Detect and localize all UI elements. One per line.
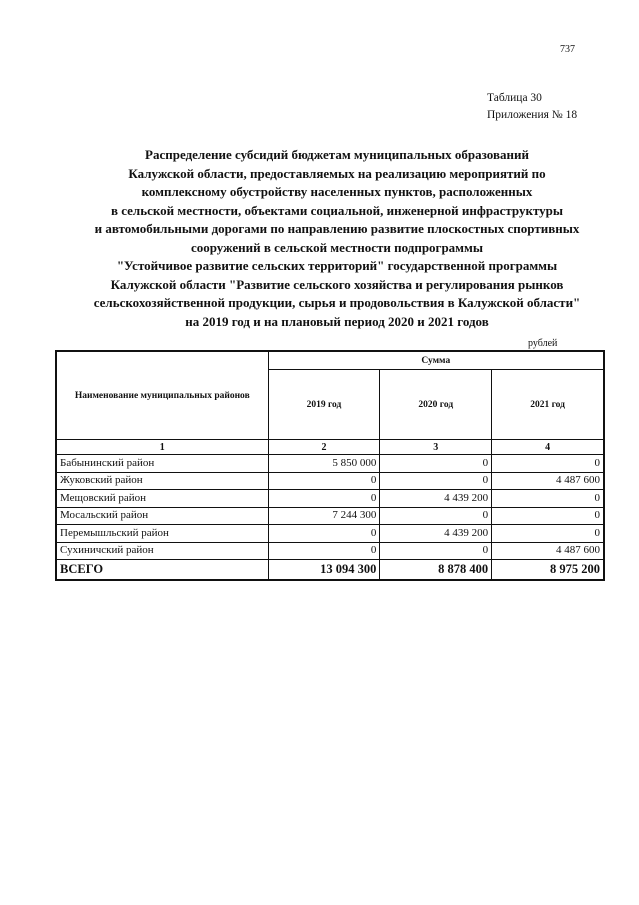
page-number: 737 (560, 44, 575, 55)
amount-2019: 0 (268, 542, 380, 560)
district-name: Сухиничский район (57, 542, 269, 560)
title-line: Распределение субсидий бюджетам муниципальных образований (145, 147, 529, 162)
currency-unit: рублей (528, 338, 558, 349)
amount-2019: 7 244 300 (268, 507, 380, 525)
district-name: Мосальский район (57, 507, 269, 525)
amount-2021: 0 (492, 507, 604, 525)
table-row (57, 490, 604, 508)
title-line: сельскохозяйственной продукции, сырья и продовольствия в Калужской области" (93, 295, 581, 310)
total-2019: 13 094 300 (268, 560, 380, 580)
amount-2020: 4 439 200 (380, 525, 492, 543)
amount-2020: 0 (380, 542, 492, 560)
amount-2019: 0 (268, 472, 380, 490)
column-number: 3 (380, 440, 492, 455)
column-number: 1 (57, 440, 269, 455)
district-name: Жуковский район (57, 472, 269, 490)
year-2021-header: 2021 год (492, 370, 604, 440)
amount-2020: 4 439 200 (380, 490, 492, 508)
total-row (57, 560, 604, 580)
amount-2019: 5 850 000 (268, 455, 380, 473)
amount-2021: 0 (492, 525, 604, 543)
district-name: Мещовский район (57, 490, 269, 508)
title-line: на 2019 год и на плановый период 2020 и 2021 годов (185, 313, 489, 329)
amount-2020: 0 (380, 455, 492, 473)
total-2020: 8 878 400 (380, 560, 492, 580)
title-line: в сельской местности, объектами социальной, инженерной инфраструктуры (110, 202, 564, 218)
table-row (57, 455, 604, 473)
total-label: ВСЕГО (57, 560, 269, 580)
table-row (57, 507, 604, 525)
amount-2019: 0 (268, 490, 380, 508)
title-line: сооружений в сельской местности подпрограммы (190, 239, 484, 255)
table-reference (487, 90, 577, 124)
district-name: Бабынинский район (57, 455, 269, 473)
table-reference-line: Таблица 30 (487, 92, 542, 104)
year-2019-header: 2019 год (268, 370, 380, 440)
title-line: Калужской области, предоставляемых на реализацию мероприятий по (128, 165, 546, 181)
table-row (57, 525, 604, 543)
year-2020-header: 2020 год (380, 370, 492, 440)
table-row (57, 542, 604, 560)
table-row (57, 472, 604, 490)
total-2021: 8 975 200 (492, 560, 604, 580)
column-number-row (57, 440, 604, 455)
amount-2021: 4 487 600 (492, 472, 604, 490)
district-name: Перемышльский район (57, 525, 269, 543)
document-title (44, 146, 630, 331)
subsidy-table (56, 351, 604, 580)
amount-2021: 0 (492, 455, 604, 473)
amount-2019: 0 (268, 525, 380, 543)
title-line: комплексному обустройству населенных пунктов, расположенных (141, 184, 533, 199)
title-line: и автомобильными дорогами по направлению развитие плоскостных спортивных (94, 221, 580, 236)
amount-2020: 0 (380, 472, 492, 490)
amount-2021: 4 487 600 (492, 542, 604, 560)
title-line: "Устойчивое развитие сельских территорий" государственной программы (116, 258, 558, 273)
amount-2021: 0 (492, 490, 604, 508)
column-number: 2 (268, 440, 380, 455)
appendix-reference-line: Приложения № 18 (487, 109, 578, 121)
district-name-header: Наименование муниципальных районов (57, 352, 269, 440)
sum-header: Сумма (268, 352, 603, 370)
column-number: 4 (492, 440, 604, 455)
amount-2020: 0 (380, 507, 492, 525)
title-line: Калужской области "Развитие сельского хозяйства и регулирования рынков (110, 276, 564, 292)
